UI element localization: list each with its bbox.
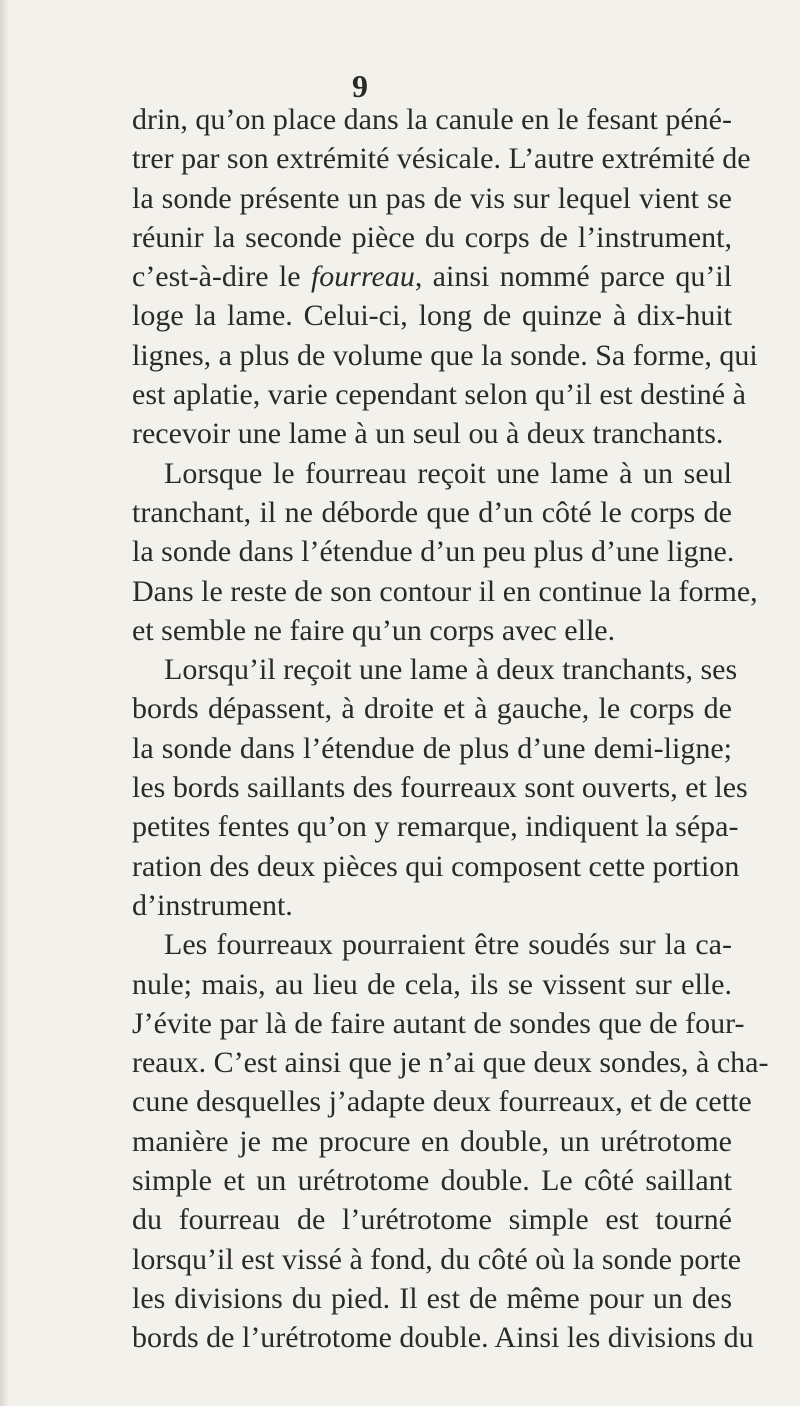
text-line: manière je me procure en double, un urétrotome <box>132 1124 732 1158</box>
text-line: les divisions du pied. Il est de même pour un des <box>132 1281 732 1315</box>
text-line: Lorsqu’il reçoit une lame à deux tranchants, ses <box>164 653 738 687</box>
text-line: Les fourreaux pourraient être soudés sur la ca- <box>164 928 732 962</box>
text-line: recevoir une lame à un seul ou à deux tranchants. <box>132 417 724 451</box>
text-line: la sonde dans l’étendue de plus d’une demi-ligne; <box>132 731 732 765</box>
text-line: lignes, a plus de volume que la sonde. Sa forme, qui <box>132 338 758 372</box>
page-number: 9 <box>352 68 368 104</box>
text-line: loge la lame. Celui-ci, long de quinze à dix-huit <box>132 299 732 333</box>
text-line: nule; mais, au lieu de cela, ils se vissent sur elle. <box>132 967 732 1001</box>
text-line: d’instrument. <box>132 888 293 922</box>
text-line: drin, qu’on place dans la canule en le fesant péné- <box>132 103 732 136</box>
text-line: la sonde présente un pas de vis sur lequel vient se <box>132 181 732 215</box>
text-line: du fourreau de l’urétrotome simple est tourné <box>132 1203 732 1237</box>
text-line: bords de l’urétrotome double. Ainsi les divisions du <box>132 1321 754 1355</box>
text-line: ration des deux pièces qui composent cette portion <box>132 849 740 883</box>
text-line: tranchant, il ne déborde que d’un côté le corps de <box>132 495 732 529</box>
body-text <box>132 100 769 1358</box>
text-line: Lorsque le fourreau reçoit une lame à un seul <box>164 456 732 490</box>
text-line: Dans le reste de son contour il en continue la forme, <box>132 574 758 608</box>
text-segment: , ainsi nommé parce qu’il <box>414 260 732 294</box>
text-segment: c’est-à-dire le <box>132 260 311 294</box>
text-line <box>132 257 732 296</box>
text-line: petites fentes qu’on y remarque, indiquent la sépa- <box>132 810 739 844</box>
binding-edge <box>0 0 8 1406</box>
text-line: cune desquelles j’adapte deux fourreaux, et de cette <box>132 1085 752 1119</box>
text-line: reaux. C’est ainsi que je n’ai que deux sondes, à cha- <box>132 1046 769 1080</box>
text-line: lorsqu’il est vissé à fond, du côté où la sonde porte <box>132 1242 742 1276</box>
text-line: simple et un urétrotome double. Le côté saillant <box>132 1164 732 1198</box>
text-line: et semble ne faire qu’un corps avec elle. <box>132 613 616 647</box>
text-line: réunir la seconde pièce du corps de l’instrument, <box>132 220 732 254</box>
text-line: trer par son extrémité vésicale. L’autre extrémité de <box>132 142 751 176</box>
italic-term: fourreau <box>310 260 415 294</box>
text-line: bords dépassent, à droite et à gauche, le corps de <box>132 692 732 726</box>
text-line: la sonde dans l’étendue d’un peu plus d’une ligne. <box>132 535 735 569</box>
text-line: est aplatie, varie cependant selon qu’il est destiné à <box>132 378 746 412</box>
text-line: les bords saillants des fourreaux sont ouverts, et les <box>132 771 748 805</box>
text-line: J’évite par là de faire autant de sondes que de four- <box>132 1006 745 1040</box>
